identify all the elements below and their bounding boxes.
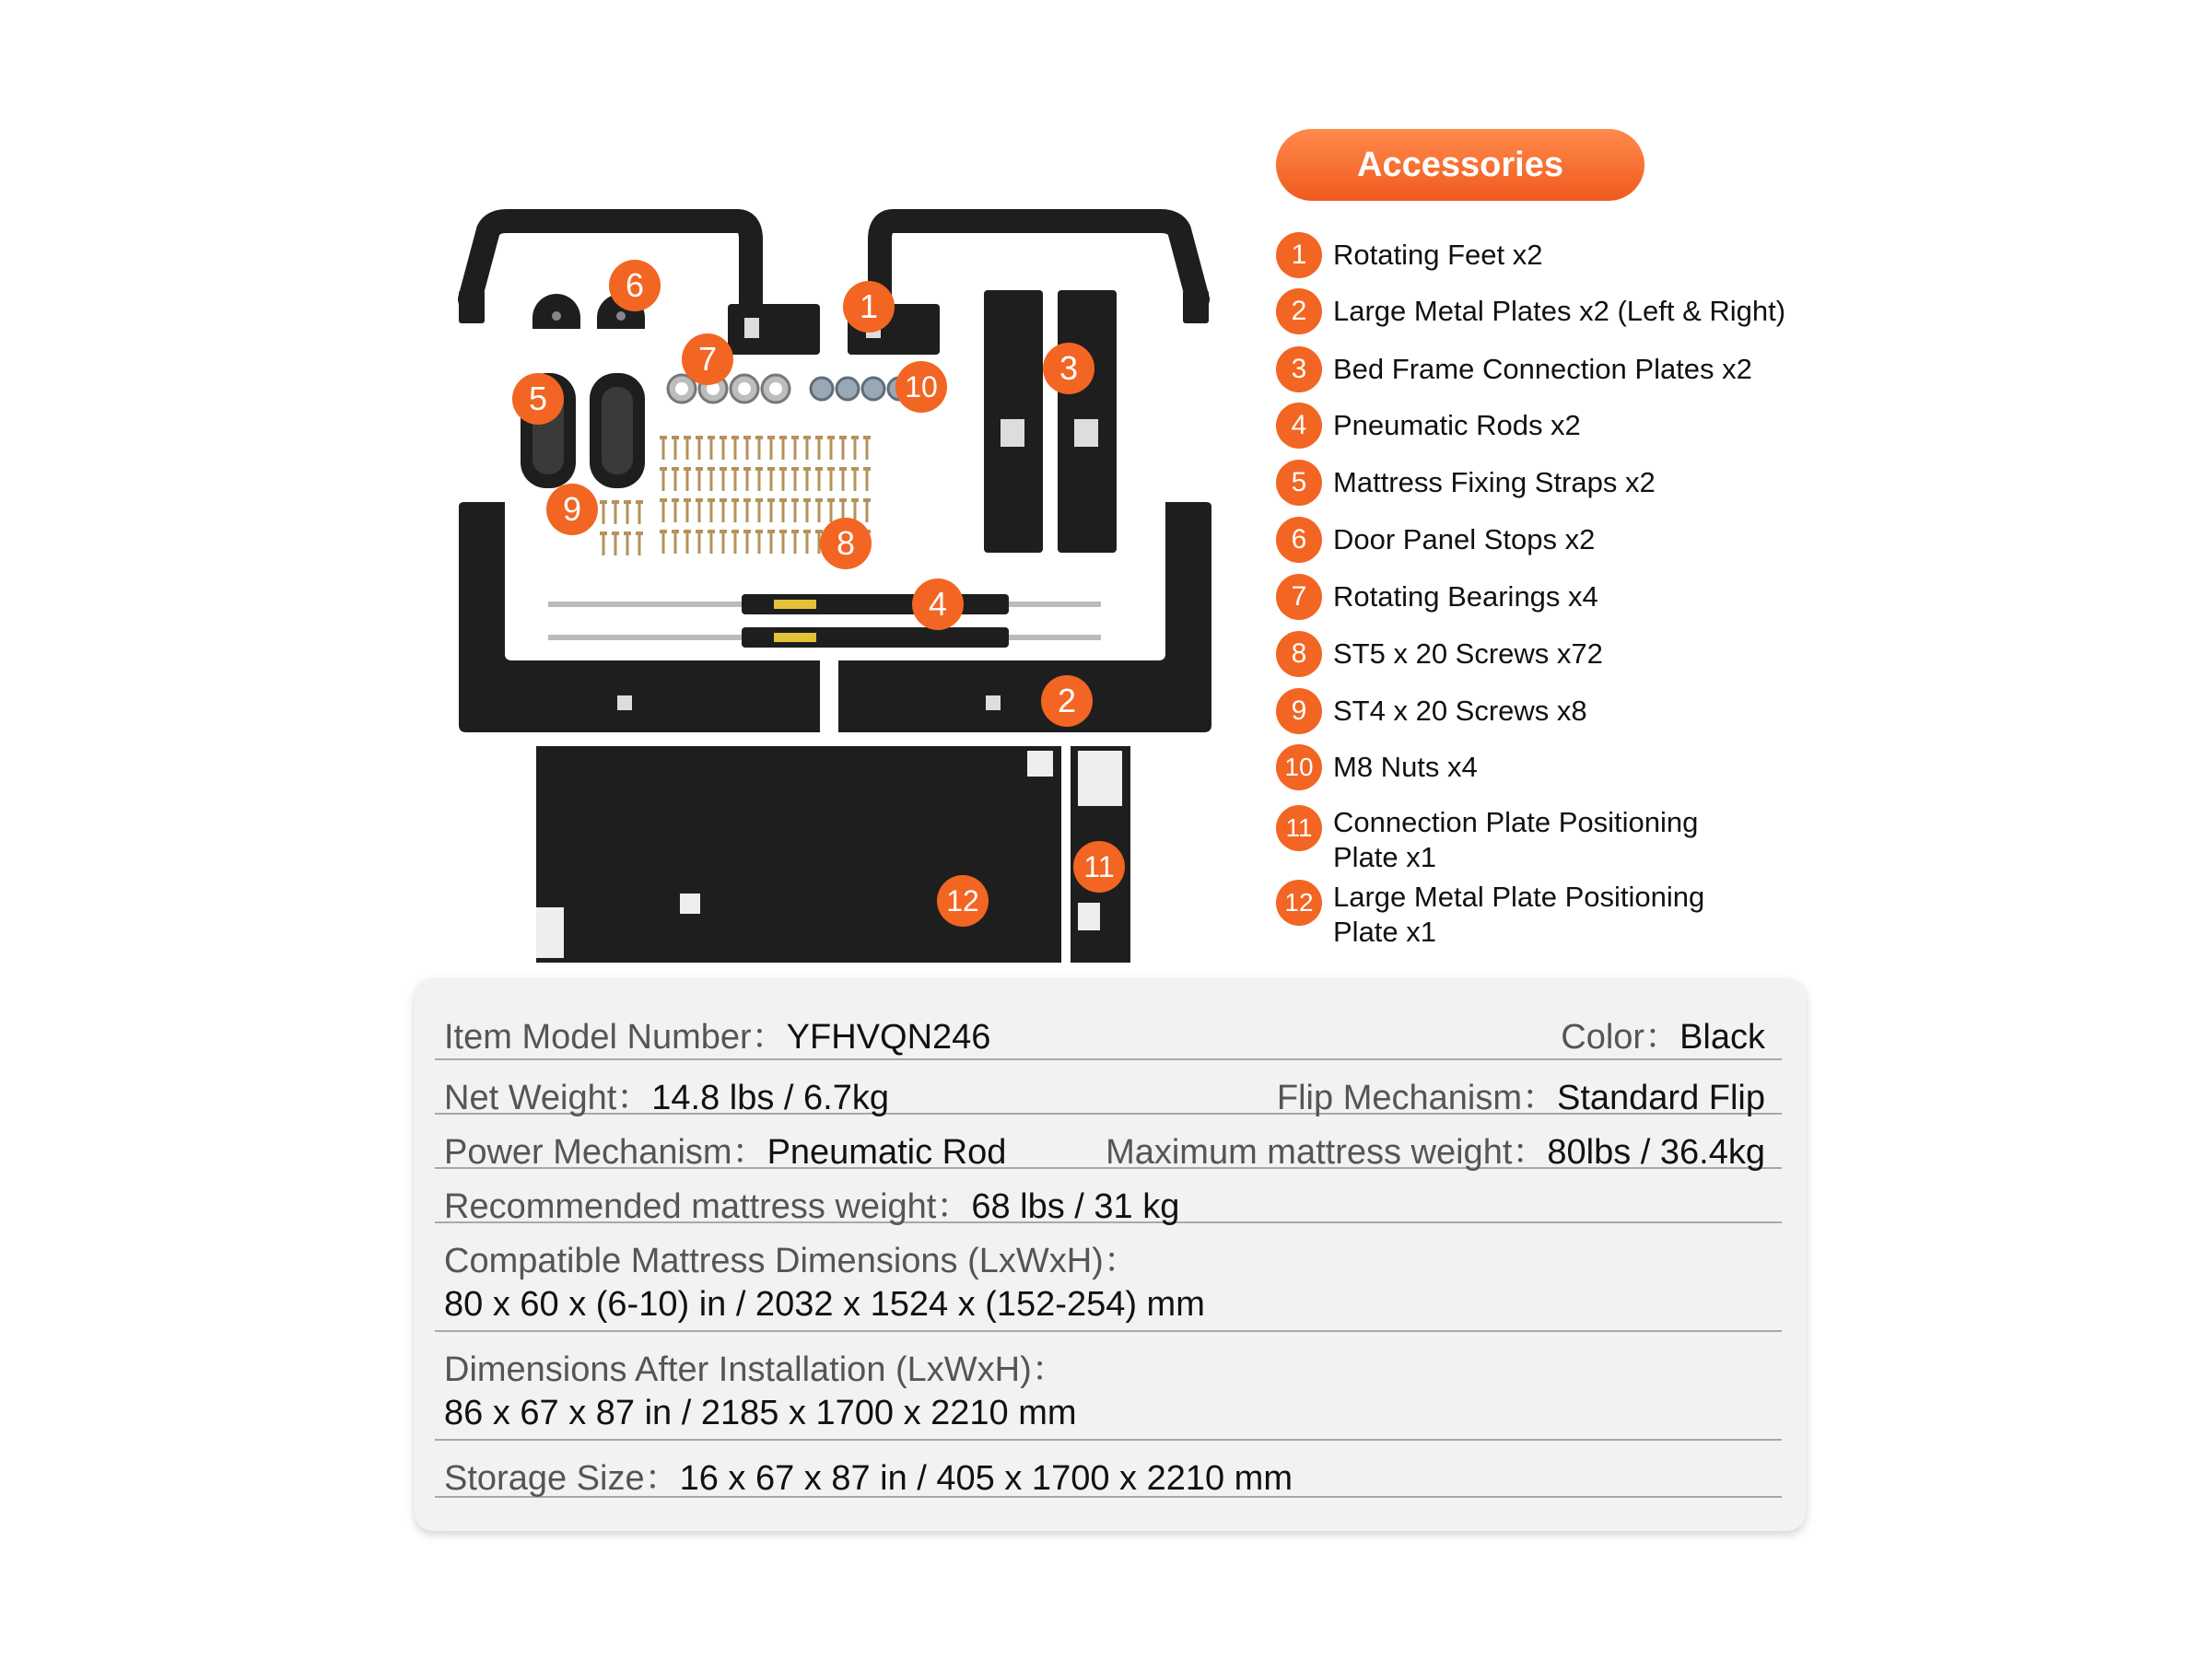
screw-head (708, 436, 715, 439)
screw-shaft (734, 533, 737, 554)
screw-head (779, 436, 787, 439)
screw-shaft (686, 533, 689, 554)
screw-head (743, 498, 751, 502)
callout-5: 5 (512, 373, 564, 425)
screw-head (839, 498, 847, 502)
screw-shaft (674, 471, 677, 491)
screw-head (791, 498, 799, 502)
screw-head (708, 498, 715, 502)
screw-head (815, 498, 823, 502)
item-number-badge: 4 (1276, 403, 1322, 449)
screw-shaft (758, 471, 761, 491)
list-item (1276, 688, 1812, 734)
screw-head (684, 530, 691, 533)
screw-head (660, 467, 667, 471)
item-label-line2: Plate x1 (1333, 841, 1437, 873)
item-label: ST4 x 20 Screws x8 (1333, 695, 1587, 727)
screw-shaft (686, 439, 689, 460)
screw-shaft (830, 471, 833, 491)
list-item (1276, 460, 1812, 506)
screw-shaft (842, 439, 845, 460)
screw-shaft (662, 502, 665, 522)
screw-head (827, 436, 835, 439)
item-label-line1: Connection Plate Positioning (1333, 806, 1699, 838)
screw-shaft (674, 533, 677, 554)
screw-head (779, 467, 787, 471)
item-number-badge: 5 (1276, 460, 1322, 506)
screw-shaft (710, 471, 713, 491)
screw-shaft (866, 439, 869, 460)
screw-head (696, 436, 703, 439)
screw-head (612, 532, 619, 535)
list-item (1276, 880, 1812, 950)
spec-card (415, 978, 1806, 1531)
screw-shaft (698, 502, 701, 522)
screw-head (767, 467, 775, 471)
screw-shaft (734, 471, 737, 491)
screw-shaft (686, 471, 689, 491)
screw-shaft (746, 471, 749, 491)
callout-3: 3 (1043, 343, 1094, 394)
callout-4: 4 (912, 578, 964, 630)
item-number-badge: 1 (1276, 232, 1322, 278)
spec-compat-key: Compatible Mattress Dimensions (LxWxH)： (444, 1242, 1139, 1280)
screw-head (743, 436, 751, 439)
screw-shaft (866, 471, 869, 491)
screw-shaft (818, 439, 821, 460)
screw-head (851, 436, 859, 439)
screw-head (743, 530, 751, 533)
spec-row (435, 1116, 1782, 1172)
screw-head (779, 498, 787, 502)
screw-shaft (770, 471, 773, 491)
screw-head (636, 500, 643, 504)
screw-shaft (638, 535, 641, 555)
screw-shaft (603, 504, 605, 524)
screw-shaft (734, 439, 737, 460)
screw-shaft (746, 533, 749, 554)
spec-after-val: 86 x 67 x 87 in / 2185 x 1700 x 2210 mm (444, 1394, 1077, 1432)
screw-shaft (662, 471, 665, 491)
screw-shaft (746, 502, 749, 522)
screw-head (696, 467, 703, 471)
screw-shaft (782, 533, 785, 554)
screw-head (720, 530, 727, 533)
screw-shaft (758, 533, 761, 554)
screw-head (731, 467, 739, 471)
screw-shaft (782, 471, 785, 491)
spec-row (435, 1171, 1782, 1226)
item-number-badge: 8 (1276, 631, 1322, 677)
screw-shaft (806, 471, 809, 491)
screw-head (803, 467, 811, 471)
screw-head (720, 498, 727, 502)
item-label: M8 Nuts x4 (1333, 751, 1478, 783)
item-label-line2: Plate x1 (1333, 916, 1437, 948)
item-number-badge: 11 (1276, 805, 1322, 851)
screw-head (672, 436, 679, 439)
screw-head (672, 467, 679, 471)
screw-shaft (830, 502, 833, 522)
spec-compat-val: 80 x 60 x (6-10) in / 2032 x 1524 x (152-254) mm (444, 1285, 1205, 1324)
accessories-title-pill: Accessories (1276, 129, 1644, 201)
spec-flip: Flip Mechanism：Standard Flip (1276, 1079, 1765, 1117)
spec-row (435, 1062, 1782, 1115)
item-label: ST5 x 20 Screws x72 (1333, 637, 1603, 670)
screw-shaft (842, 471, 845, 491)
screw-shaft (758, 439, 761, 460)
screw-shaft (734, 502, 737, 522)
pneumatic-rod-icon (548, 594, 1101, 648)
item-label-line1: Large Metal Plate Positioning (1333, 881, 1705, 913)
screw-shaft (638, 504, 641, 524)
screw-shaft (603, 535, 605, 555)
screw-shaft (698, 471, 701, 491)
list-item (1276, 574, 1812, 620)
screw-head (624, 500, 631, 504)
screw-shaft (782, 439, 785, 460)
screw-shaft (614, 535, 617, 555)
screw-shaft (794, 502, 797, 522)
screw-shaft (722, 533, 725, 554)
item-number-badge: 6 (1276, 517, 1322, 563)
screw-head (672, 530, 679, 533)
screw-shaft (746, 439, 749, 460)
item-number-badge: 7 (1276, 574, 1322, 620)
spec-row (435, 1008, 1782, 1060)
screw-shaft (770, 439, 773, 460)
screw-shaft (710, 502, 713, 522)
screw-head (660, 436, 667, 439)
list-item (1276, 631, 1812, 677)
callout-11: 11 (1073, 841, 1125, 893)
screw-head (600, 500, 607, 504)
screw-head (696, 498, 703, 502)
screw-shaft (830, 439, 833, 460)
screw-shaft (698, 439, 701, 460)
screw-head (839, 436, 847, 439)
list-item (1276, 805, 1812, 875)
callout-8: 8 (820, 518, 872, 569)
screw-head (815, 467, 823, 471)
screw-shaft (614, 504, 617, 524)
large-positioning-plate (536, 746, 1061, 963)
screw-head (779, 530, 787, 533)
screw-shaft (770, 533, 773, 554)
list-item (1276, 744, 1812, 790)
item-label: Door Panel Stops x2 (1333, 523, 1596, 555)
screw-head (755, 530, 763, 533)
screw-head (684, 467, 691, 471)
screw-shaft (782, 502, 785, 522)
screw-head (731, 498, 739, 502)
screw-head (863, 467, 871, 471)
screw-shaft (818, 471, 821, 491)
item-label: Bed Frame Connection Plates x2 (1333, 353, 1752, 385)
screw-head (851, 498, 859, 502)
parts-drawing (433, 198, 1244, 963)
item-label (1333, 880, 1812, 950)
screw-head (803, 530, 811, 533)
screw-shaft (866, 502, 869, 522)
screw-head (803, 498, 811, 502)
item-label: Rotating Bearings x4 (1333, 580, 1598, 613)
screw-head (839, 467, 847, 471)
screw-head (755, 498, 763, 502)
screw-head (720, 467, 727, 471)
item-label: Mattress Fixing Straps x2 (1333, 466, 1656, 498)
screw-head (791, 436, 799, 439)
item-label (1333, 805, 1812, 875)
screw-shaft (794, 439, 797, 460)
screw-head (731, 436, 739, 439)
screw-head (684, 436, 691, 439)
connection-plate-icon (984, 290, 1117, 553)
screw-head (600, 532, 607, 535)
callout-10: 10 (895, 361, 947, 413)
screw-shaft (758, 502, 761, 522)
spec-power: Power Mechanism：Pneumatic Rod (444, 1133, 1007, 1172)
screw-shaft (806, 439, 809, 460)
screw-shaft (770, 502, 773, 522)
screw-head (720, 436, 727, 439)
spec-row (435, 1334, 1782, 1441)
spec-model: Item Model Number：YFHVQN246 (444, 1018, 991, 1057)
item-label: Large Metal Plates x2 (Left & Right) (1333, 295, 1786, 327)
list-item (1276, 288, 1886, 334)
screw-head (672, 498, 679, 502)
screw-head (755, 436, 763, 439)
list-item (1276, 403, 1812, 449)
screw-head (791, 530, 799, 533)
spec-row (435, 1443, 1782, 1498)
screw-shaft (722, 471, 725, 491)
screw-shaft (806, 533, 809, 554)
screw-head (660, 530, 667, 533)
screw-head (624, 532, 631, 535)
screw-shaft (722, 439, 725, 460)
screw-head (803, 436, 811, 439)
screw-head (743, 467, 751, 471)
screw-shaft (854, 471, 857, 491)
callout-2: 2 (1041, 675, 1093, 727)
spec-after-key: Dimensions After Installation (LxWxH)： (444, 1350, 1067, 1389)
screw-shaft (662, 533, 665, 554)
callout-12: 12 (937, 875, 989, 927)
screw-head (851, 467, 859, 471)
screw-head (767, 436, 775, 439)
screw-head (708, 467, 715, 471)
spec-color: Color：Black (1561, 1018, 1765, 1057)
screw-head (636, 532, 643, 535)
screw-head (815, 436, 823, 439)
item-label: Rotating Feet x2 (1333, 239, 1543, 271)
screw-shaft (722, 502, 725, 522)
screw-shaft (818, 502, 821, 522)
spec-max-weight: Maximum mattress weight：80lbs / 36.4kg (1106, 1133, 1765, 1172)
callout-6: 6 (609, 260, 661, 311)
screw-small-icon (600, 500, 643, 555)
screw-head (612, 500, 619, 504)
screw-shaft (794, 471, 797, 491)
screw-head (863, 436, 871, 439)
screw-head (863, 498, 871, 502)
callout-9: 9 (546, 484, 598, 535)
screw-shaft (710, 439, 713, 460)
screw-head (827, 498, 835, 502)
screw-shaft (698, 533, 701, 554)
screw-shaft (806, 502, 809, 522)
screw-shaft (710, 533, 713, 554)
screw-head (684, 498, 691, 502)
list-item (1276, 346, 1812, 392)
screw-shaft (674, 439, 677, 460)
spec-row (435, 1225, 1782, 1332)
screw-shaft (854, 439, 857, 460)
screw-head (791, 467, 799, 471)
item-number-badge: 2 (1276, 288, 1322, 334)
screw-shaft (662, 439, 665, 460)
callout-7: 7 (682, 333, 733, 385)
screw-shaft (626, 504, 629, 524)
callout-1: 1 (843, 281, 895, 333)
spec-storage: Storage Size：16 x 67 x 87 in / 405 x 1700 x 2210 mm (444, 1459, 1293, 1498)
screw-head (708, 530, 715, 533)
screw-shaft (794, 533, 797, 554)
item-number-badge: 10 (1276, 744, 1322, 790)
spec-recommended-weight: Recommended mattress weight：68 lbs / 31 kg (444, 1187, 1180, 1226)
screw-head (660, 498, 667, 502)
list-item (1276, 517, 1812, 563)
screw-shaft (686, 502, 689, 522)
screw-head (827, 467, 835, 471)
parts-illustration (433, 198, 1244, 963)
screw-shaft (626, 535, 629, 555)
list-item (1276, 232, 1812, 278)
item-number-badge: 3 (1276, 346, 1322, 392)
screw-head (755, 467, 763, 471)
screw-head (767, 530, 775, 533)
item-number-badge: 12 (1276, 880, 1322, 926)
item-number-badge: 9 (1276, 688, 1322, 734)
screw-head (696, 530, 703, 533)
spec-net-weight: Net Weight：14.8 lbs / 6.7kg (444, 1079, 890, 1117)
screw-shaft (674, 502, 677, 522)
screw-head (731, 530, 739, 533)
item-label: Pneumatic Rods x2 (1333, 409, 1581, 441)
screw-head (767, 498, 775, 502)
